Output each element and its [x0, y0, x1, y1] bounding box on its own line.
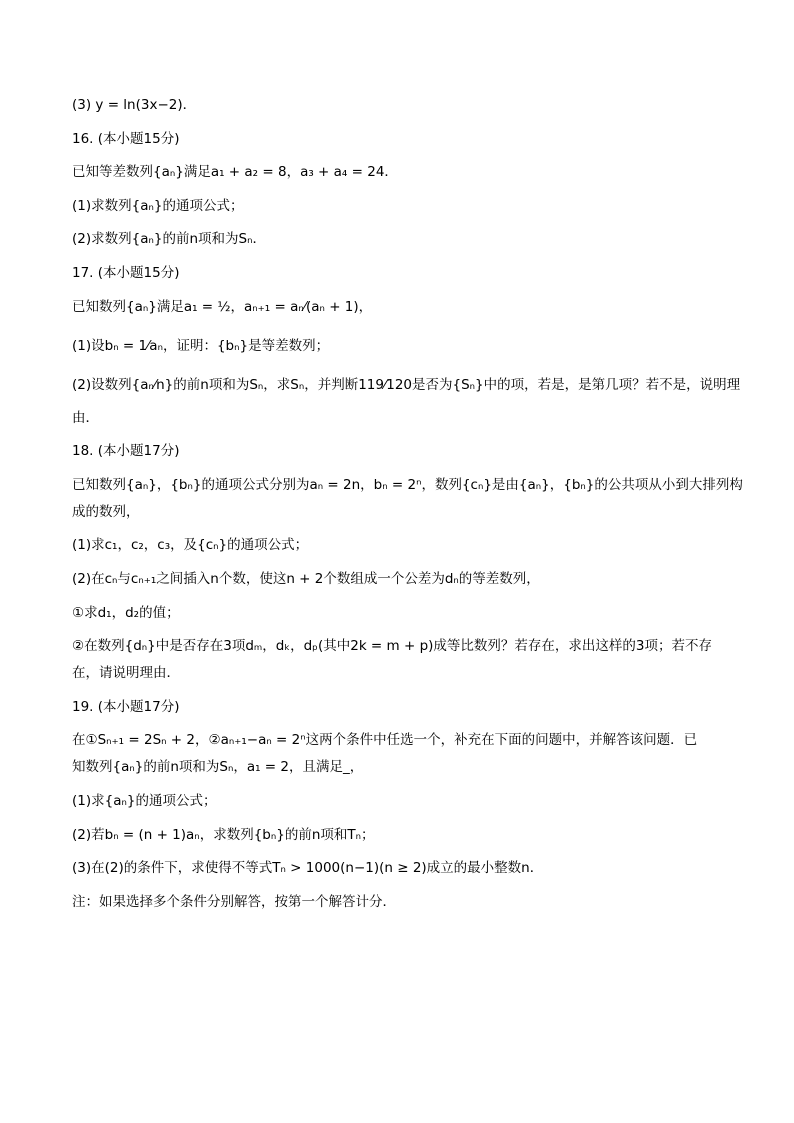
problem-19-note: 注：如果选择多个条件分别解答，按第一个解答计分．	[72, 893, 396, 910]
problem-19-statement: 在①Sₙ₊₁ = 2Sₙ + 2，②aₙ₊₁−aₙ = 2ⁿ这两个条件中任选一个，补充在下面的问题中，并解答该问题．已	[72, 732, 698, 749]
problem-17-part-1: (1)设bₙ = 1⁄aₙ，证明：{bₙ}是等差数列；	[72, 337, 330, 354]
problem-18-part-2: (2)在cₙ与cₙ₊₁之间插入n个数，使这n + 2个数组成一个公差为dₙ的等差数列，	[72, 570, 540, 587]
problem-15-part-3: (3) y = ln(3x−2)．	[72, 97, 197, 113]
problem-18-statement: 已知数列{aₙ}，{bₙ}的通项公式分别为aₙ = 2n，bₙ = 2ⁿ，数列{cₙ}是由{aₙ}，{bₙ}的公共项从小到大排列构	[72, 476, 743, 493]
problem-19-header: 19. (本小题17分)	[72, 698, 180, 715]
problem-16-header: 16. (本小题15分)	[72, 130, 180, 147]
problem-18-part-1: (1)求c₁，c₂，c₃，及{cₙ}的通项公式；	[72, 537, 309, 554]
problem-19-statement-cont: 知数列{aₙ}的前n项和为Sₙ，a₁ = 2，且满足_，	[72, 759, 364, 776]
problem-18-part-2-sub-2-cont: 在，请说明理由．	[72, 665, 180, 682]
problem-17-part-2: (2)设数列{aₙ⁄n}的前n项和为Sₙ，求Sₙ，并判断119⁄120是否为{Sₙ}中的项，若是，是第几项？若不是，说明理	[72, 376, 741, 393]
problem-19-part-3: (3)在(2)的条件下，求使得不等式Tₙ > 1000(n−1)(n ≥ 2)成立的最小整数n．	[72, 860, 544, 877]
problem-16-part-1: (1)求数列{aₙ}的通项公式；	[72, 197, 244, 214]
problem-18-part-2-sub-1: ①求d₁，d₂的值；	[72, 604, 180, 621]
problem-18-statement-cont: 成的数列，	[72, 503, 140, 520]
problem-17-part-2-cont: 由．	[72, 409, 99, 426]
problem-17-header: 17. (本小题15分)	[72, 264, 180, 281]
problem-18-part-2-sub-2: ②在数列{dₙ}中是否存在3项dₘ，dₖ，dₚ(其中2k = m + p)成等比数列？若存在，求出这样的3项；若不存	[72, 638, 713, 655]
problem-19-part-2: (2)若bₙ = (n + 1)aₙ，求数列{bₙ}的前n项和Tₙ；	[72, 826, 375, 843]
problem-18-header: 18. (本小题17分)	[72, 443, 180, 460]
problem-16-part-2: (2)求数列{aₙ}的前n项和为Sₙ．	[72, 231, 266, 248]
problem-19-part-1: (1)求{aₙ}的通项公式；	[72, 792, 217, 809]
problem-16-statement: 已知等差数列{aₙ}满足a₁ + a₂ = 8，a₃ + a₄ = 24．	[72, 164, 398, 181]
problem-17-statement: 已知数列{aₙ}满足a₁ = ½，aₙ₊₁ = aₙ⁄(aₙ + 1)，	[72, 298, 373, 315]
